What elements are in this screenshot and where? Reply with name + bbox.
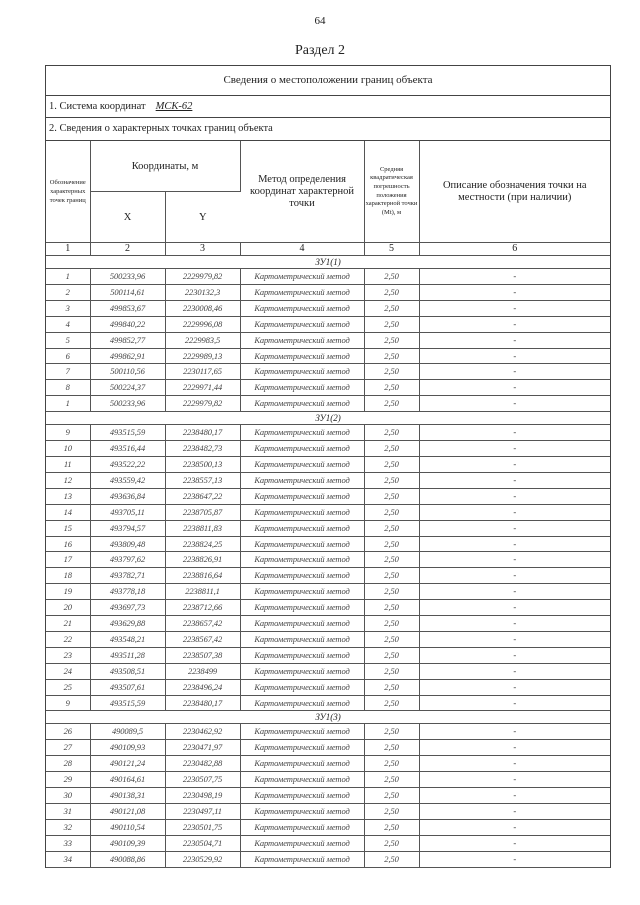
method-header: Метод определения координат характерной точки bbox=[240, 141, 364, 243]
error-cell: 2,50 bbox=[364, 441, 419, 457]
error-cell: 2,50 bbox=[364, 600, 419, 616]
method-cell: Картометрический метод bbox=[240, 584, 364, 600]
column-number: 2 bbox=[90, 243, 165, 256]
method-cell: Картометрический метод bbox=[240, 788, 364, 804]
x-coordinate-cell: 493511,28 bbox=[90, 647, 165, 663]
y-coordinate-cell: 2238500,13 bbox=[165, 456, 240, 472]
table-row bbox=[46, 584, 610, 600]
point-number-cell: 9 bbox=[46, 425, 90, 441]
description-cell: - bbox=[419, 425, 610, 441]
method-cell: Картометрический метод bbox=[240, 284, 364, 300]
x-coordinate-cell: 493778,18 bbox=[90, 584, 165, 600]
x-coordinate-cell: 490121,24 bbox=[90, 756, 165, 772]
point-number-cell: 19 bbox=[46, 584, 90, 600]
error-cell: 2,50 bbox=[364, 316, 419, 332]
description-cell: - bbox=[419, 695, 610, 711]
description-cell: - bbox=[419, 441, 610, 457]
description-cell: - bbox=[419, 631, 610, 647]
description-cell: - bbox=[419, 600, 610, 616]
description-cell: - bbox=[419, 740, 610, 756]
point-number-cell: 11 bbox=[46, 456, 90, 472]
table-row bbox=[46, 552, 610, 568]
column-number-row bbox=[46, 243, 610, 256]
points-table bbox=[46, 141, 610, 868]
y-coordinate-cell: 2238507,38 bbox=[165, 647, 240, 663]
point-number-cell: 29 bbox=[46, 772, 90, 788]
error-cell: 2,50 bbox=[364, 756, 419, 772]
point-number-cell: 13 bbox=[46, 488, 90, 504]
description-cell: - bbox=[419, 804, 610, 820]
group-name: ЗУ1(3) bbox=[46, 711, 610, 724]
table-row bbox=[46, 348, 610, 364]
description-cell: - bbox=[419, 284, 610, 300]
description-cell: - bbox=[419, 788, 610, 804]
x-coordinate-cell: 493636,84 bbox=[90, 488, 165, 504]
method-cell: Картометрический метод bbox=[240, 441, 364, 457]
x-coordinate-cell: 493782,71 bbox=[90, 568, 165, 584]
point-number-cell: 10 bbox=[46, 441, 90, 457]
description-cell: - bbox=[419, 756, 610, 772]
x-coordinate-cell: 493508,51 bbox=[90, 663, 165, 679]
point-number-cell: 24 bbox=[46, 663, 90, 679]
table-row bbox=[46, 425, 610, 441]
y-coordinate-cell: 2238557,13 bbox=[165, 472, 240, 488]
x-coordinate-cell: 499853,67 bbox=[90, 300, 165, 316]
method-cell: Картометрический метод bbox=[240, 472, 364, 488]
table-title: Сведения о местоположении границ объекта bbox=[46, 66, 610, 96]
description-cell: - bbox=[419, 456, 610, 472]
x-coordinate-cell: 493522,22 bbox=[90, 456, 165, 472]
column-number: 3 bbox=[165, 243, 240, 256]
table-row bbox=[46, 679, 610, 695]
group-name: ЗУ1(2) bbox=[46, 412, 610, 425]
description-cell: - bbox=[419, 536, 610, 552]
point-number-cell: 2 bbox=[46, 284, 90, 300]
x-coordinate-cell: 493794,57 bbox=[90, 520, 165, 536]
y-coordinate-cell: 2230507,75 bbox=[165, 772, 240, 788]
error-cell: 2,50 bbox=[364, 300, 419, 316]
error-cell: 2,50 bbox=[364, 835, 419, 851]
table-row bbox=[46, 284, 610, 300]
x-coordinate-cell: 500224,37 bbox=[90, 380, 165, 396]
coordinates-header: Координаты, м bbox=[90, 141, 240, 192]
error-cell: 2,50 bbox=[364, 631, 419, 647]
column-number: 1 bbox=[46, 243, 90, 256]
y-coordinate-cell: 2238499 bbox=[165, 663, 240, 679]
y-coordinate-cell: 2238824,25 bbox=[165, 536, 240, 552]
x-coordinate-cell: 493516,44 bbox=[90, 441, 165, 457]
point-number-cell: 18 bbox=[46, 568, 90, 584]
error-cell: 2,50 bbox=[364, 584, 419, 600]
table-row bbox=[46, 364, 610, 380]
description-cell: - bbox=[419, 316, 610, 332]
method-cell: Картометрический метод bbox=[240, 504, 364, 520]
error-cell: 2,50 bbox=[364, 679, 419, 695]
description-cell: - bbox=[419, 488, 610, 504]
table-row bbox=[46, 504, 610, 520]
point-number-cell: 3 bbox=[46, 300, 90, 316]
point-number-cell: 22 bbox=[46, 631, 90, 647]
description-cell: - bbox=[419, 380, 610, 396]
point-number-cell: 7 bbox=[46, 364, 90, 380]
description-cell: - bbox=[419, 364, 610, 380]
x-coordinate-cell: 493809,48 bbox=[90, 536, 165, 552]
method-cell: Картометрический метод bbox=[240, 425, 364, 441]
table-row bbox=[46, 851, 610, 867]
point-number-cell: 1 bbox=[46, 269, 90, 285]
method-cell: Картометрический метод bbox=[240, 456, 364, 472]
method-cell: Картометрический метод bbox=[240, 851, 364, 867]
method-cell: Картометрический метод bbox=[240, 631, 364, 647]
error-cell: 2,50 bbox=[364, 724, 419, 740]
table-row bbox=[46, 269, 610, 285]
point-number-cell: 6 bbox=[46, 348, 90, 364]
method-cell: Картометрический метод bbox=[240, 600, 364, 616]
y-coordinate-cell: 2229989,13 bbox=[165, 348, 240, 364]
x-coordinate-cell: 493629,88 bbox=[90, 616, 165, 632]
y-coordinate-cell: 2230504,71 bbox=[165, 835, 240, 851]
point-number-cell: 8 bbox=[46, 380, 90, 396]
table-row bbox=[46, 724, 610, 740]
method-cell: Картометрический метод bbox=[240, 835, 364, 851]
x-coordinate-cell: 493797,62 bbox=[90, 552, 165, 568]
x-coordinate-cell: 499852,77 bbox=[90, 332, 165, 348]
point-number-cell: 21 bbox=[46, 616, 90, 632]
method-cell: Картометрический метод bbox=[240, 348, 364, 364]
point-number-cell: 33 bbox=[46, 835, 90, 851]
table-row bbox=[46, 740, 610, 756]
description-cell: - bbox=[419, 520, 610, 536]
error-cell: 2,50 bbox=[364, 851, 419, 867]
table-row bbox=[46, 300, 610, 316]
point-code-header: Обозначение характерных точек границ bbox=[46, 141, 90, 243]
method-cell: Картометрический метод bbox=[240, 520, 364, 536]
description-cell: - bbox=[419, 396, 610, 412]
y-coordinate-cell: 2229996,08 bbox=[165, 316, 240, 332]
boundary-document bbox=[45, 65, 611, 868]
error-cell: 2,50 bbox=[364, 647, 419, 663]
description-cell: - bbox=[419, 724, 610, 740]
description-cell: - bbox=[419, 269, 610, 285]
point-number-cell: 32 bbox=[46, 819, 90, 835]
x-coordinate-cell: 493515,59 bbox=[90, 425, 165, 441]
description-cell: - bbox=[419, 819, 610, 835]
y-coordinate-cell: 2229979,82 bbox=[165, 396, 240, 412]
table-row bbox=[46, 441, 610, 457]
description-cell: - bbox=[419, 300, 610, 316]
y-coordinate-cell: 2230132,3 bbox=[165, 284, 240, 300]
method-cell: Картометрический метод bbox=[240, 695, 364, 711]
point-number-cell: 17 bbox=[46, 552, 90, 568]
description-cell: - bbox=[419, 584, 610, 600]
method-cell: Картометрический метод bbox=[240, 679, 364, 695]
table-row bbox=[46, 695, 610, 711]
y-coordinate-cell: 2230498,19 bbox=[165, 788, 240, 804]
description-cell: - bbox=[419, 772, 610, 788]
point-number-cell: 30 bbox=[46, 788, 90, 804]
error-cell: 2,50 bbox=[364, 788, 419, 804]
description-cell: - bbox=[419, 647, 610, 663]
description-cell: - bbox=[419, 504, 610, 520]
method-cell: Картометрический метод bbox=[240, 616, 364, 632]
method-cell: Картометрический метод bbox=[240, 269, 364, 285]
error-cell: 2,50 bbox=[364, 364, 419, 380]
x-coordinate-cell: 500110,56 bbox=[90, 364, 165, 380]
point-number-cell: 15 bbox=[46, 520, 90, 536]
y-coordinate-cell: 2238567,42 bbox=[165, 631, 240, 647]
error-header: Средняя квадратическая погрешность положения характерной точки (Mt), м bbox=[364, 141, 419, 243]
error-cell: 2,50 bbox=[364, 536, 419, 552]
method-cell: Картометрический метод bbox=[240, 364, 364, 380]
error-cell: 2,50 bbox=[364, 568, 419, 584]
x-coordinate-cell: 490110,54 bbox=[90, 819, 165, 835]
column-number: 6 bbox=[419, 243, 610, 256]
y-coordinate-cell: 2238816,64 bbox=[165, 568, 240, 584]
error-cell: 2,50 bbox=[364, 396, 419, 412]
error-cell: 2,50 bbox=[364, 504, 419, 520]
x-coordinate-cell: 490164,61 bbox=[90, 772, 165, 788]
table-row bbox=[46, 788, 610, 804]
y-coordinate-cell: 2230529,92 bbox=[165, 851, 240, 867]
x-coordinate-cell: 500233,96 bbox=[90, 396, 165, 412]
table-row bbox=[46, 772, 610, 788]
table-row bbox=[46, 819, 610, 835]
error-cell: 2,50 bbox=[364, 456, 419, 472]
y-coordinate-cell: 2238647,22 bbox=[165, 488, 240, 504]
description-cell: - bbox=[419, 348, 610, 364]
y-coordinate-cell: 2230501,75 bbox=[165, 819, 240, 835]
group-row bbox=[46, 256, 610, 269]
y-coordinate-cell: 2238811,83 bbox=[165, 520, 240, 536]
coordinate-system-row bbox=[46, 96, 610, 118]
method-cell: Картометрический метод bbox=[240, 772, 364, 788]
table-row bbox=[46, 332, 610, 348]
point-number-cell: 26 bbox=[46, 724, 90, 740]
y-coordinate-cell: 2229971,44 bbox=[165, 380, 240, 396]
point-number-cell: 14 bbox=[46, 504, 90, 520]
coordinate-system-value: МСК-62 bbox=[155, 101, 193, 112]
point-number-cell: 28 bbox=[46, 756, 90, 772]
point-number-cell: 5 bbox=[46, 332, 90, 348]
x-coordinate-cell: 499862,91 bbox=[90, 348, 165, 364]
point-number-cell: 1 bbox=[46, 396, 90, 412]
method-cell: Картометрический метод bbox=[240, 804, 364, 820]
table-row bbox=[46, 380, 610, 396]
x-coordinate-cell: 490109,93 bbox=[90, 740, 165, 756]
group-row bbox=[46, 711, 610, 724]
y-coordinate-cell: 2238705,87 bbox=[165, 504, 240, 520]
description-cell: - bbox=[419, 332, 610, 348]
description-cell: - bbox=[419, 552, 610, 568]
description-cell: - bbox=[419, 472, 610, 488]
method-cell: Картометрический метод bbox=[240, 756, 364, 772]
y-coordinate-cell: 2230471,97 bbox=[165, 740, 240, 756]
description-cell: - bbox=[419, 851, 610, 867]
table-row bbox=[46, 835, 610, 851]
x-coordinate-cell: 490109,39 bbox=[90, 835, 165, 851]
error-cell: 2,50 bbox=[364, 472, 419, 488]
y-coordinate-cell: 2238811,1 bbox=[165, 584, 240, 600]
description-cell: - bbox=[419, 835, 610, 851]
point-number-cell: 16 bbox=[46, 536, 90, 552]
point-number-cell: 25 bbox=[46, 679, 90, 695]
error-cell: 2,50 bbox=[364, 552, 419, 568]
table-row bbox=[46, 663, 610, 679]
method-cell: Картометрический метод bbox=[240, 536, 364, 552]
description-cell: - bbox=[419, 663, 610, 679]
table-row bbox=[46, 756, 610, 772]
method-cell: Картометрический метод bbox=[240, 647, 364, 663]
y-coordinate-cell: 2230462,92 bbox=[165, 724, 240, 740]
method-cell: Картометрический метод bbox=[240, 488, 364, 504]
error-cell: 2,50 bbox=[364, 380, 419, 396]
error-cell: 2,50 bbox=[364, 695, 419, 711]
table-row bbox=[46, 456, 610, 472]
x-coordinate-cell: 493697,73 bbox=[90, 600, 165, 616]
error-cell: 2,50 bbox=[364, 740, 419, 756]
error-cell: 2,50 bbox=[364, 772, 419, 788]
coordinate-system-label: 1. Система координат bbox=[49, 101, 146, 112]
error-cell: 2,50 bbox=[364, 616, 419, 632]
table-row bbox=[46, 568, 610, 584]
y-coordinate-cell: 2238482,73 bbox=[165, 441, 240, 457]
x-coordinate-cell: 490089,5 bbox=[90, 724, 165, 740]
method-cell: Картометрический метод bbox=[240, 663, 364, 679]
y-coordinate-cell: 2238712,66 bbox=[165, 600, 240, 616]
y-header: Y bbox=[165, 192, 240, 243]
error-cell: 2,50 bbox=[364, 332, 419, 348]
description-cell: - bbox=[419, 616, 610, 632]
y-coordinate-cell: 2238826,91 bbox=[165, 552, 240, 568]
x-coordinate-cell: 499840,22 bbox=[90, 316, 165, 332]
description-cell: - bbox=[419, 568, 610, 584]
table-row bbox=[46, 631, 610, 647]
column-number: 4 bbox=[240, 243, 364, 256]
x-coordinate-cell: 490121,08 bbox=[90, 804, 165, 820]
table-row bbox=[46, 600, 610, 616]
table-row bbox=[46, 396, 610, 412]
x-coordinate-cell: 500233,96 bbox=[90, 269, 165, 285]
group-name: ЗУ1(1) bbox=[46, 256, 610, 269]
header-row-1 bbox=[46, 141, 610, 192]
point-number-cell: 4 bbox=[46, 316, 90, 332]
error-cell: 2,50 bbox=[364, 488, 419, 504]
x-coordinate-cell: 493515,59 bbox=[90, 695, 165, 711]
x-coordinate-cell: 490088,86 bbox=[90, 851, 165, 867]
point-number-cell: 9 bbox=[46, 695, 90, 711]
error-cell: 2,50 bbox=[364, 348, 419, 364]
y-coordinate-cell: 2229983,5 bbox=[165, 332, 240, 348]
method-cell: Картометрический метод bbox=[240, 568, 364, 584]
method-cell: Картометрический метод bbox=[240, 316, 364, 332]
y-coordinate-cell: 2230482,88 bbox=[165, 756, 240, 772]
description-cell: - bbox=[419, 679, 610, 695]
error-cell: 2,50 bbox=[364, 284, 419, 300]
page-number: 64 bbox=[314, 15, 326, 27]
point-number-cell: 27 bbox=[46, 740, 90, 756]
method-cell: Картометрический метод bbox=[240, 819, 364, 835]
table-row bbox=[46, 316, 610, 332]
x-coordinate-cell: 493559,42 bbox=[90, 472, 165, 488]
method-cell: Картометрический метод bbox=[240, 396, 364, 412]
x-header: X bbox=[90, 192, 165, 243]
point-number-cell: 20 bbox=[46, 600, 90, 616]
method-cell: Картометрический метод bbox=[240, 552, 364, 568]
error-cell: 2,50 bbox=[364, 819, 419, 835]
method-cell: Картометрический метод bbox=[240, 740, 364, 756]
x-coordinate-cell: 493507,61 bbox=[90, 679, 165, 695]
table-row bbox=[46, 647, 610, 663]
error-cell: 2,50 bbox=[364, 804, 419, 820]
x-coordinate-cell: 493548,21 bbox=[90, 631, 165, 647]
y-coordinate-cell: 2230117,65 bbox=[165, 364, 240, 380]
points-heading: 2. Сведения о характерных точках границ объекта bbox=[46, 118, 610, 141]
point-number-cell: 34 bbox=[46, 851, 90, 867]
y-coordinate-cell: 2238480,17 bbox=[165, 425, 240, 441]
point-number-cell: 31 bbox=[46, 804, 90, 820]
x-coordinate-cell: 493705,11 bbox=[90, 504, 165, 520]
y-coordinate-cell: 2238496,24 bbox=[165, 679, 240, 695]
method-cell: Картометрический метод bbox=[240, 380, 364, 396]
error-cell: 2,50 bbox=[364, 663, 419, 679]
y-coordinate-cell: 2238657,42 bbox=[165, 616, 240, 632]
y-coordinate-cell: 2238480,17 bbox=[165, 695, 240, 711]
table-row bbox=[46, 472, 610, 488]
method-cell: Картометрический метод bbox=[240, 332, 364, 348]
error-cell: 2,50 bbox=[364, 520, 419, 536]
description-header: Описание обозначения точки на местности (при наличии) bbox=[419, 141, 610, 243]
x-coordinate-cell: 500114,61 bbox=[90, 284, 165, 300]
table-row bbox=[46, 488, 610, 504]
y-coordinate-cell: 2230497,11 bbox=[165, 804, 240, 820]
section-title: Раздел 2 bbox=[294, 43, 346, 58]
y-coordinate-cell: 2229979,82 bbox=[165, 269, 240, 285]
error-cell: 2,50 bbox=[364, 269, 419, 285]
error-cell: 2,50 bbox=[364, 425, 419, 441]
method-cell: Картометрический метод bbox=[240, 300, 364, 316]
column-number: 5 bbox=[364, 243, 419, 256]
point-number-cell: 12 bbox=[46, 472, 90, 488]
table-row bbox=[46, 616, 610, 632]
y-coordinate-cell: 2230008,46 bbox=[165, 300, 240, 316]
table-row bbox=[46, 536, 610, 552]
point-number-cell: 23 bbox=[46, 647, 90, 663]
group-row bbox=[46, 412, 610, 425]
x-coordinate-cell: 490138,31 bbox=[90, 788, 165, 804]
table-row bbox=[46, 520, 610, 536]
method-cell: Картометрический метод bbox=[240, 724, 364, 740]
table-row bbox=[46, 804, 610, 820]
